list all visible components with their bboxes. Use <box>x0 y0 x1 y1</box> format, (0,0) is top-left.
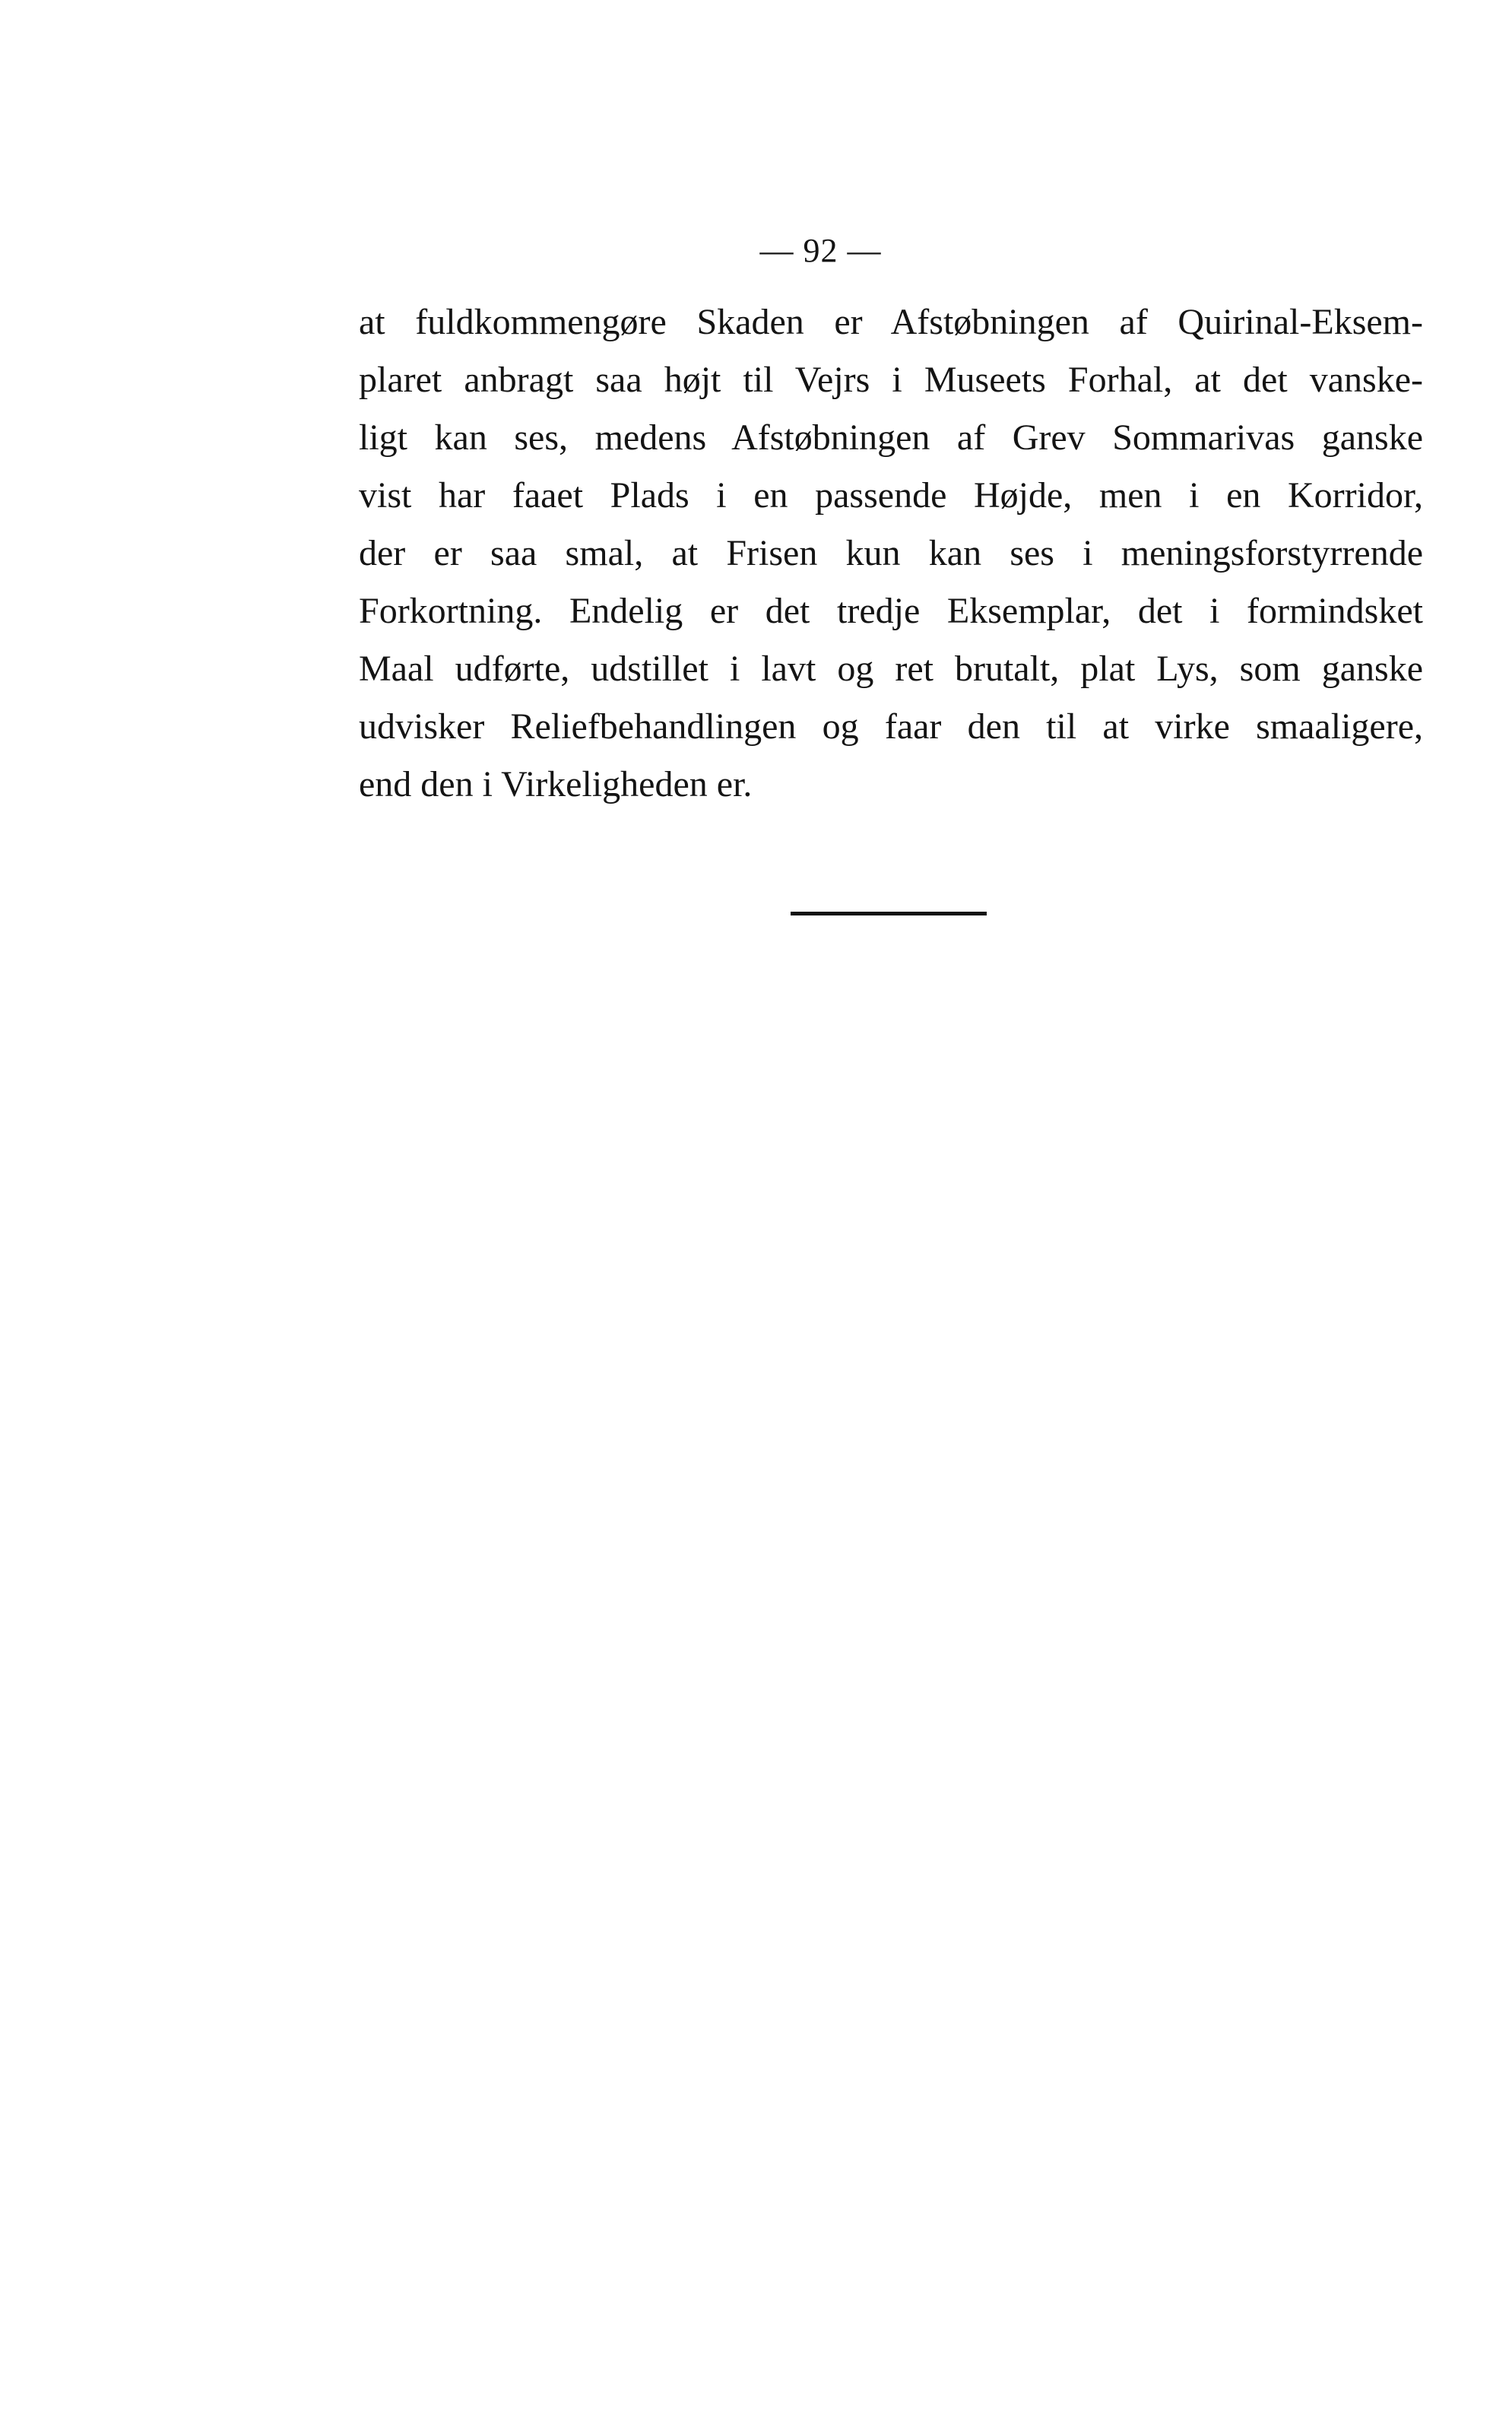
page-number: — 92 — <box>759 232 882 269</box>
text-line: end den i Virkeligheden er. <box>359 764 753 804</box>
text-line: der er saa smal, at Frisen kun kan ses i meningsforstyrrende <box>359 533 1423 573</box>
text-line: udvisker Reliefbehandlingen og faar den til at virke smaaligere, <box>359 706 1423 747</box>
text-line: at fuldkommengøre Skaden er Afstøbningen af Quirinal-Eksem- <box>359 302 1423 342</box>
text-line: Maal udførte, udstillet i lavt og ret brutalt, plat Lys, som ganske <box>359 649 1423 689</box>
text-line: vist har faaet Plads i en passende Højde, men i en Korridor, <box>359 475 1423 516</box>
text-line: plaret anbragt saa højt til Vejrs i Museets Forhal, at det vanske- <box>359 360 1423 400</box>
text-line: ligt kan ses, medens Afstøbningen af Grev Sommarivas ganske <box>359 417 1423 458</box>
body-text <box>359 294 1423 814</box>
text-line: Forkortning. Endelig er det tredje Eksemplar, det i formindsket <box>359 591 1423 631</box>
end-rule <box>791 912 987 915</box>
